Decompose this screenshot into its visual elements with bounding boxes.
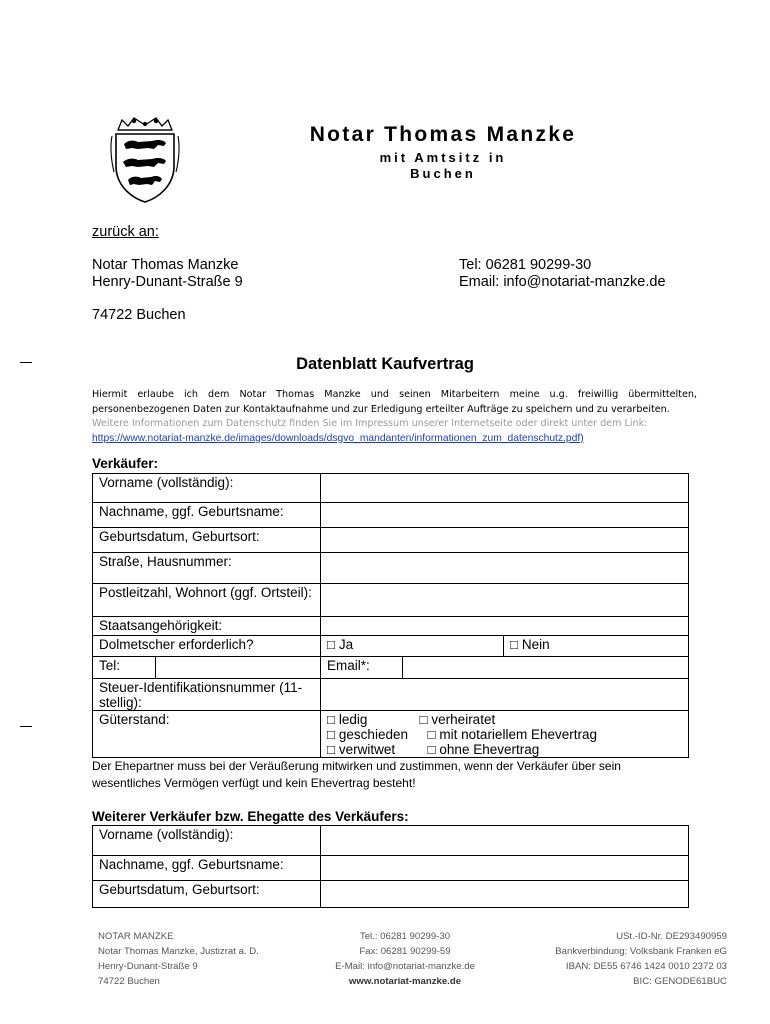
seller-section-label: Verkäufer: [92, 456, 159, 471]
footer-street: Henry-Dunant-Straße 9 [98, 961, 198, 972]
input2-nachname[interactable] [321, 856, 689, 881]
privacy-line-3: Weitere Informationen zum Datenschutz finden Sie im Impressum unserer Internetseite oder direkt unter dem Link: [92, 418, 648, 429]
checkbox-verwitwet[interactable]: □ verwitwet [327, 742, 396, 757]
input-strasse[interactable] [321, 553, 689, 584]
label2-geburt: Geburtsdatum, Geburtsort: [93, 881, 321, 908]
footer-city: 74722 Buchen [98, 976, 160, 987]
label-staat: Staatsangehörigkeit: [93, 617, 321, 636]
footer-fax: Fax: 06281 90299-59 [359, 946, 451, 957]
footer-iban: IBAN: DE55 6746 1424 0010 2372 03 [565, 961, 727, 972]
label-vorname: Vorname (vollständig): [93, 474, 321, 503]
footer-notary: Notar Thomas Manzke, Justizrat a. D. [98, 946, 259, 957]
input-staat[interactable] [321, 617, 689, 636]
spouse-note-line-1: Der Ehepartner muss bei der Veräußerung mitwirken und zustimmen, wenn der Verkäufer über sein [92, 759, 621, 773]
contact-email: Email: info@notariat-manzke.de [459, 274, 666, 290]
label-plz: Postleitzahl, Wohnort (ggf. Ortsteil): [93, 584, 321, 617]
checkbox-ohne-ehevertrag[interactable]: □ ohne Ehevertrag [427, 742, 540, 757]
input2-geburt[interactable] [321, 881, 689, 908]
return-street: Henry-Dunant-Straße 9 [92, 274, 243, 290]
footer-tel: Tel.: 06281 90299-30 [359, 931, 451, 942]
input-vorname[interactable] [321, 474, 689, 503]
input-geburt[interactable] [321, 528, 689, 553]
notary-city-line: Buchen [410, 166, 476, 181]
spouse-note [92, 758, 692, 792]
footer-address [98, 929, 259, 989]
footer-bank-name: Bankverbindung: Volksbank Franken eG [555, 946, 727, 957]
contact-tel: Tel: 06281 90299-30 [459, 257, 592, 273]
label2-nachname: Nachname, ggf. Geburtsname: [93, 856, 321, 881]
notary-seat-line: mit Amtsitz in [379, 150, 507, 165]
return-name: Notar Thomas Manzke [92, 257, 239, 273]
document-title: Datenblatt Kaufvertrag [296, 355, 474, 373]
footer-ustid: USt.-ID-Nr. DE293490959 [616, 931, 727, 942]
gueter-options-right [419, 711, 689, 758]
footer-contact [300, 929, 510, 989]
checkbox-ja[interactable]: □ Ja [321, 636, 504, 657]
privacy-line-2: personenbezogenen Daten zur Kontaktaufnahme und zur Erledigung erteilter Aufträge zu speichern und zu verarbeiten. [92, 403, 670, 415]
label-nachname: Nachname, ggf. Geburtsname: [93, 503, 321, 528]
fold-mark-bottom [20, 726, 32, 727]
coat-of-arms-logo [108, 116, 182, 204]
checkbox-mit-ehevertrag[interactable]: □ mit notariellem Ehevertrag [427, 727, 597, 742]
label-strasse: Straße, Hausnummer: [93, 553, 321, 584]
label-tel: Tel: [93, 657, 156, 679]
footer-website[interactable]: www.notariat-manzke.de [348, 976, 462, 987]
input-steuer[interactable] [321, 679, 689, 711]
privacy-link[interactable]: https://www.notariat-manzke.de/images/downloads/dsgvo_mandanten/informationen_zum_datenschutz.pdf) [92, 432, 584, 444]
footer-bank [495, 929, 727, 989]
label-gueter: Güterstand: [93, 711, 321, 758]
privacy-consent [92, 388, 697, 446]
checkbox-ledig[interactable]: □ ledig [327, 712, 368, 727]
seller2-table [92, 825, 689, 908]
label2-vorname: Vorname (vollständig): [93, 826, 321, 856]
seller-table [92, 473, 689, 758]
footer-bic: BIC: GENODE61BUC [633, 976, 727, 987]
checkbox-geschieden[interactable]: □ geschieden [327, 727, 408, 742]
return-label: zurück an: [92, 224, 159, 240]
spouse-note-line-2: wesentliches Vermögen verfügt und kein Ehevertrag besteht! [92, 776, 416, 790]
notary-name-heading: Notar Thomas Manzke [309, 123, 577, 146]
footer-firm: NOTAR MANZKE [98, 931, 174, 942]
input-plz[interactable] [321, 584, 689, 617]
label-dolmetscher: Dolmetscher erforderlich? [93, 636, 321, 657]
checkbox-nein[interactable]: □ Nein [504, 636, 689, 657]
privacy-line-1: Hiermit erlaube ich dem Notar Thomas Manzke und seinen Mitarbeitern meine u.g. freiwillig übermittelten, [92, 389, 697, 400]
label-steuer: Steuer-Identifikationsnummer (11-stellig): [93, 679, 321, 711]
seller2-section-label: Weiterer Verkäufer bzw. Ehegatte des Verkäufers: [92, 809, 409, 824]
input-nachname[interactable] [321, 503, 689, 528]
return-city: 74722 Buchen [92, 307, 186, 323]
checkbox-verheiratet[interactable]: □ verheiratet [419, 712, 496, 727]
input-tel[interactable] [156, 657, 321, 679]
input2-vorname[interactable] [321, 826, 689, 856]
label-email: Email*: [321, 657, 403, 679]
input-email[interactable] [403, 657, 689, 679]
label-geburt: Geburtsdatum, Geburtsort: [93, 528, 321, 553]
footer-email[interactable]: E-Mail: info@notariat-manzke.de [335, 961, 475, 972]
